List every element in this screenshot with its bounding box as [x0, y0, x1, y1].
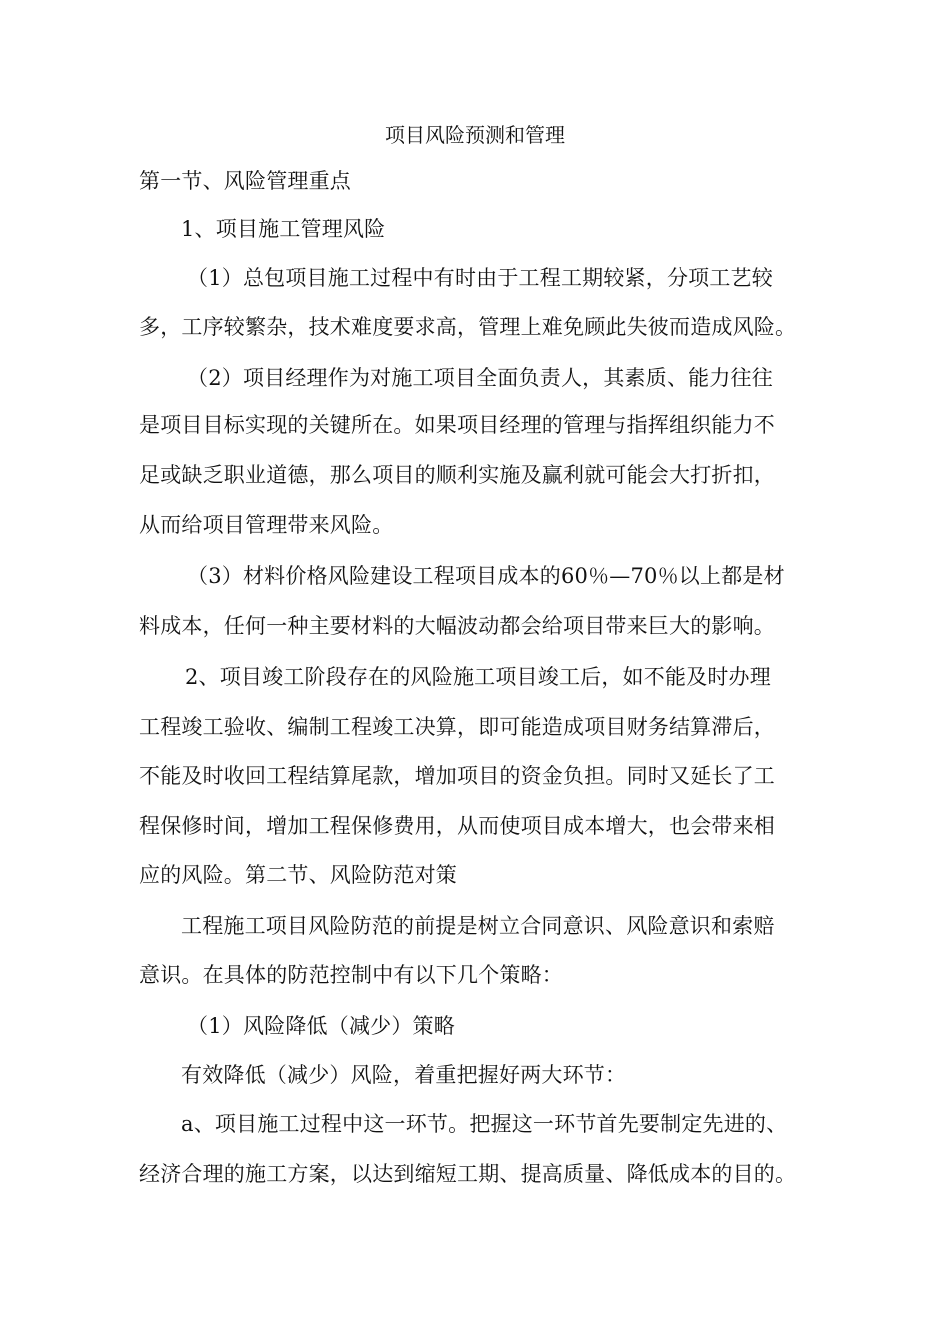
paragraph-line: 工程施工项目风险防范的前提是树立合同意识、风险意识和索赔: [181, 914, 775, 938]
paragraph-line: 料成本，任何一种主要材料的大幅波动都会给项目带来巨大的影响。: [139, 614, 775, 638]
paragraph-line: 工程竣工验收、编制工程竣工决算，即可能造成项目财务结算滞后，: [139, 715, 775, 739]
paragraph-line: a、项目施工过程中这一环节。把握这一环节首先要制定先进的、: [181, 1112, 788, 1136]
document-title: 项目风险预测和管理: [385, 123, 565, 147]
paragraph-line: （3）材料价格风险建设工程项目成本的60％—70％以上都是材: [187, 564, 785, 588]
paragraph-line: 多，工序较繁杂，技术难度要求高，管理上难免顾此失彼而造成风险。: [139, 315, 797, 339]
subheading-2: 2、项目竣工阶段存在的风险施工项目竣工后，如不能及时办理: [185, 665, 771, 689]
paragraph-line: （2）项目经理作为对施工项目全面负责人，其素质、能力往往: [187, 366, 773, 390]
paragraph-line: （1）总包项目施工过程中有时由于工程工期较紧，分项工艺较: [187, 266, 773, 290]
section-heading-1: 第一节、风险管理重点: [139, 169, 351, 193]
paragraph-line: 应的风险。第二节、风险防范对策: [139, 863, 457, 887]
paragraph-line: 不能及时收回工程结算尾款，增加项目的资金负担。同时又延长了工: [139, 764, 775, 788]
paragraph-line: 经济合理的施工方案，以达到缩短工期、提高质量、降低成本的目的。: [139, 1162, 797, 1186]
subheading-1: 1、项目施工管理风险: [181, 217, 386, 241]
paragraph-line: 足或缺乏职业道德，那么项目的顺利实施及赢利就可能会大打折扣，: [139, 463, 775, 487]
paragraph-line: 意识。在具体的防范控制中有以下几个策略：: [139, 963, 563, 987]
subheading-3: （1）风险降低（减少）策略: [187, 1014, 455, 1038]
paragraph-line: 是项目目标实现的关键所在。如果项目经理的管理与指挥组织能力不: [139, 413, 775, 437]
paragraph-line: 有效降低（减少）风险，着重把握好两大环节：: [181, 1063, 627, 1087]
paragraph-line: 从而给项目管理带来风险。: [139, 513, 394, 537]
paragraph-line: 程保修时间，增加工程保修费用，从而使项目成本增大，也会带来相: [139, 814, 775, 838]
